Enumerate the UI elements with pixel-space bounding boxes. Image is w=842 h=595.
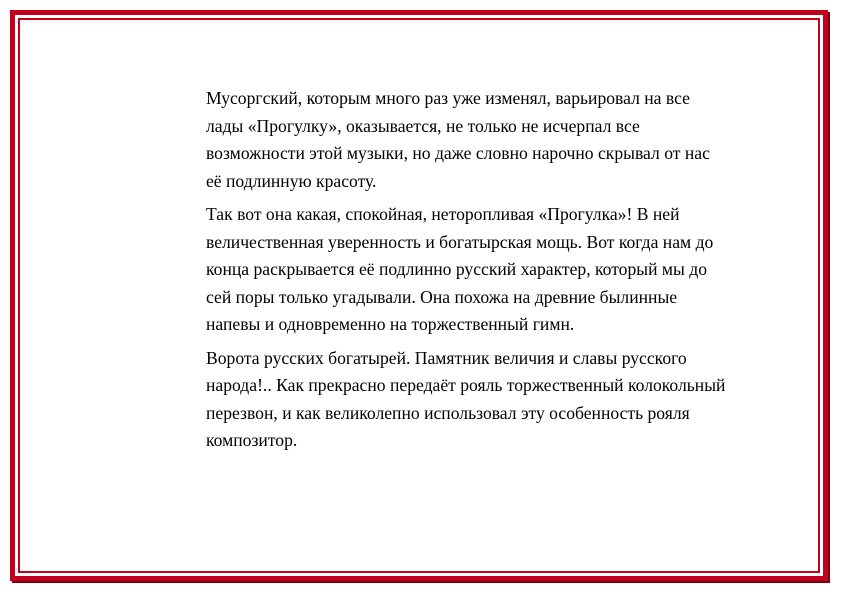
text-body	[206, 85, 726, 461]
paragraph-3: Ворота русских богатырей. Памятник величия и славы русского народа!.. Как прекрасно передаёт рояль торжественный колокольный перезвон, и как великолепно использовал эту особенность рояля композитор.	[206, 347, 726, 450]
paragraph-1: Мусоргский, которым много раз уже изменял, варьировал на все лады «Прогулку», оказывается, не только не исчерпал все возможности этой музыки, но даже словно нарочно скрывал от нас её подлинную красоту.	[206, 88, 710, 191]
paragraph-2: Так вот она какая, спокойная, неторопливая «Прогулка»! В ней величественная уверенность и богатырская мощь. Вот когда нам до конца раскрывается её подлинно русский характер, который мы до сей поры только угадывали. Она похожа на древние былинные напевы и одновременно на торжественный гимн.	[206, 204, 714, 334]
